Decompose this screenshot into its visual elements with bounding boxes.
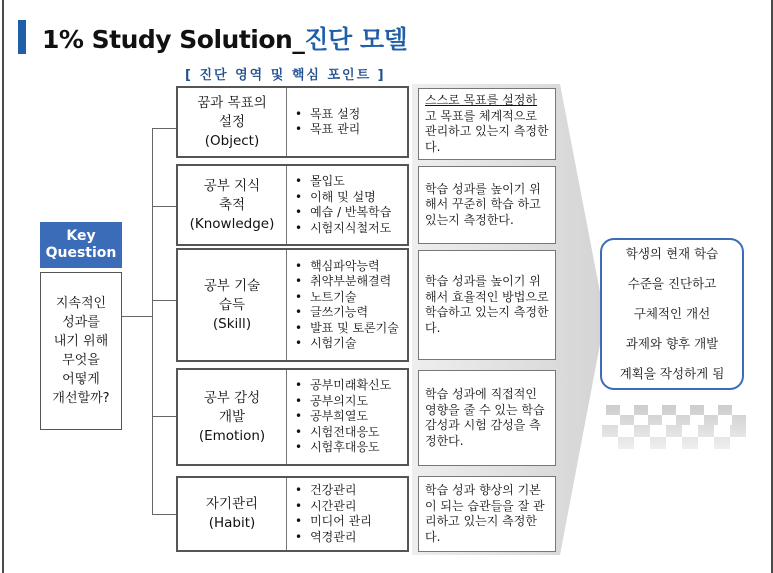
key-question-label: [40, 222, 122, 268]
area-item: • 역경관리: [295, 530, 407, 546]
area-item: • 예습 / 반복학습: [295, 205, 407, 221]
key-question-text: 지속적인 성과를 내기 위해 무엇을 어떻게 개선할까?: [40, 272, 122, 430]
connector-branch-habit: [152, 514, 176, 515]
area-item: • 취약부분해결력: [295, 274, 407, 290]
area-row-object: [176, 86, 409, 158]
area-item: • 공부희열도: [295, 409, 407, 425]
description-text: 학습 성과를 높이기 위해서 꾸준히 학습 하고 있는지 측정한다.: [425, 181, 541, 227]
area-name: 공부 지식 축적 (Knowledge): [189, 177, 275, 232]
connector-branch-skill: [152, 300, 176, 301]
area-item: • 발표 및 토론기술: [295, 321, 407, 337]
area-items: [286, 88, 407, 156]
area-items: [286, 166, 407, 244]
area-item: • 목표 관리: [295, 122, 407, 138]
title-accent-text: 진단 모델: [304, 25, 408, 54]
description-text: 고 목표를 체계적으로 관리하고 있는지 측정한다.: [425, 108, 549, 154]
connector-branch-knowledge: [152, 206, 176, 207]
area-item: • 노트기술: [295, 290, 407, 306]
area-item: • 이해 및 설명: [295, 190, 407, 206]
title-main: 1% Study Solution_: [42, 25, 305, 54]
diagram-subtitle: [ 진단 영역 및 핵심 포인트 ]: [185, 68, 386, 83]
area-description-knowledge: [418, 166, 556, 244]
area-description-object: [418, 88, 556, 160]
description-underlined-text: 스스로 목표를 설정하: [425, 93, 537, 107]
area-item: • 목표 설정: [295, 107, 407, 123]
connector-vertical-spine: [152, 128, 153, 514]
area-item: • 몰입도: [295, 174, 407, 190]
area-items: [286, 250, 407, 360]
area-name: 자기관리 (Habit): [205, 496, 259, 531]
area-name: 꿈과 목표의 설정 (Object): [197, 94, 267, 149]
area-item: • 시험지식철저도: [295, 221, 407, 237]
description-text: 학습 성과를 높이기 위해서 효율적인 방법으로 학습하고 있는지 측정한다.: [425, 274, 549, 335]
description-text: 학습 성과에 직접적인 영향을 줄 수 있는 학습 감성과 시험 감성을 측정한다.: [425, 387, 545, 448]
result-box: 학생의 현재 학습 수준을 진단하고 구체적인 개선 과제와 향후 개발 계획을 작성하게 됨: [600, 238, 744, 390]
area-item: • 공부미래확신도: [295, 378, 407, 394]
area-name: 공부 기술 습득 (Skill): [203, 277, 261, 332]
area-description-habit: [418, 476, 556, 552]
area-item: • 미디어 관리: [295, 514, 407, 530]
area-row-skill: [176, 248, 409, 362]
area-items: [286, 478, 407, 550]
description-text: 학습 성과 향상의 기본이 되는 습관들을 잘 관리하고 있는지 측정한다.: [425, 483, 545, 544]
area-row-habit: [176, 476, 409, 552]
area-item: • 시험기술: [295, 336, 407, 352]
connector-branch-object: [152, 128, 176, 129]
connector-kq-horizontal: [122, 316, 152, 317]
area-items: [286, 370, 407, 464]
connector-branch-emotion: [152, 416, 176, 417]
area-item: • 시간관리: [295, 499, 407, 515]
checker-floor-decoration: [596, 400, 756, 470]
area-item: • 건강관리: [295, 483, 407, 499]
area-item: • 글쓰기능력: [295, 305, 407, 321]
area-description-emotion: [418, 370, 556, 466]
area-item: • 핵심파악능력: [295, 259, 407, 275]
area-item: • 시험후대응도: [295, 440, 407, 456]
area-item: • 공부의지도: [295, 394, 407, 410]
area-row-knowledge: [176, 164, 409, 246]
area-row-emotion: [176, 368, 409, 466]
area-item: • 시험전대응도: [295, 425, 407, 441]
area-description-skill: [418, 250, 556, 360]
area-name: 공부 감성 개발 (Emotion): [198, 389, 266, 444]
key-question-label-text: Key Question: [45, 228, 117, 261]
